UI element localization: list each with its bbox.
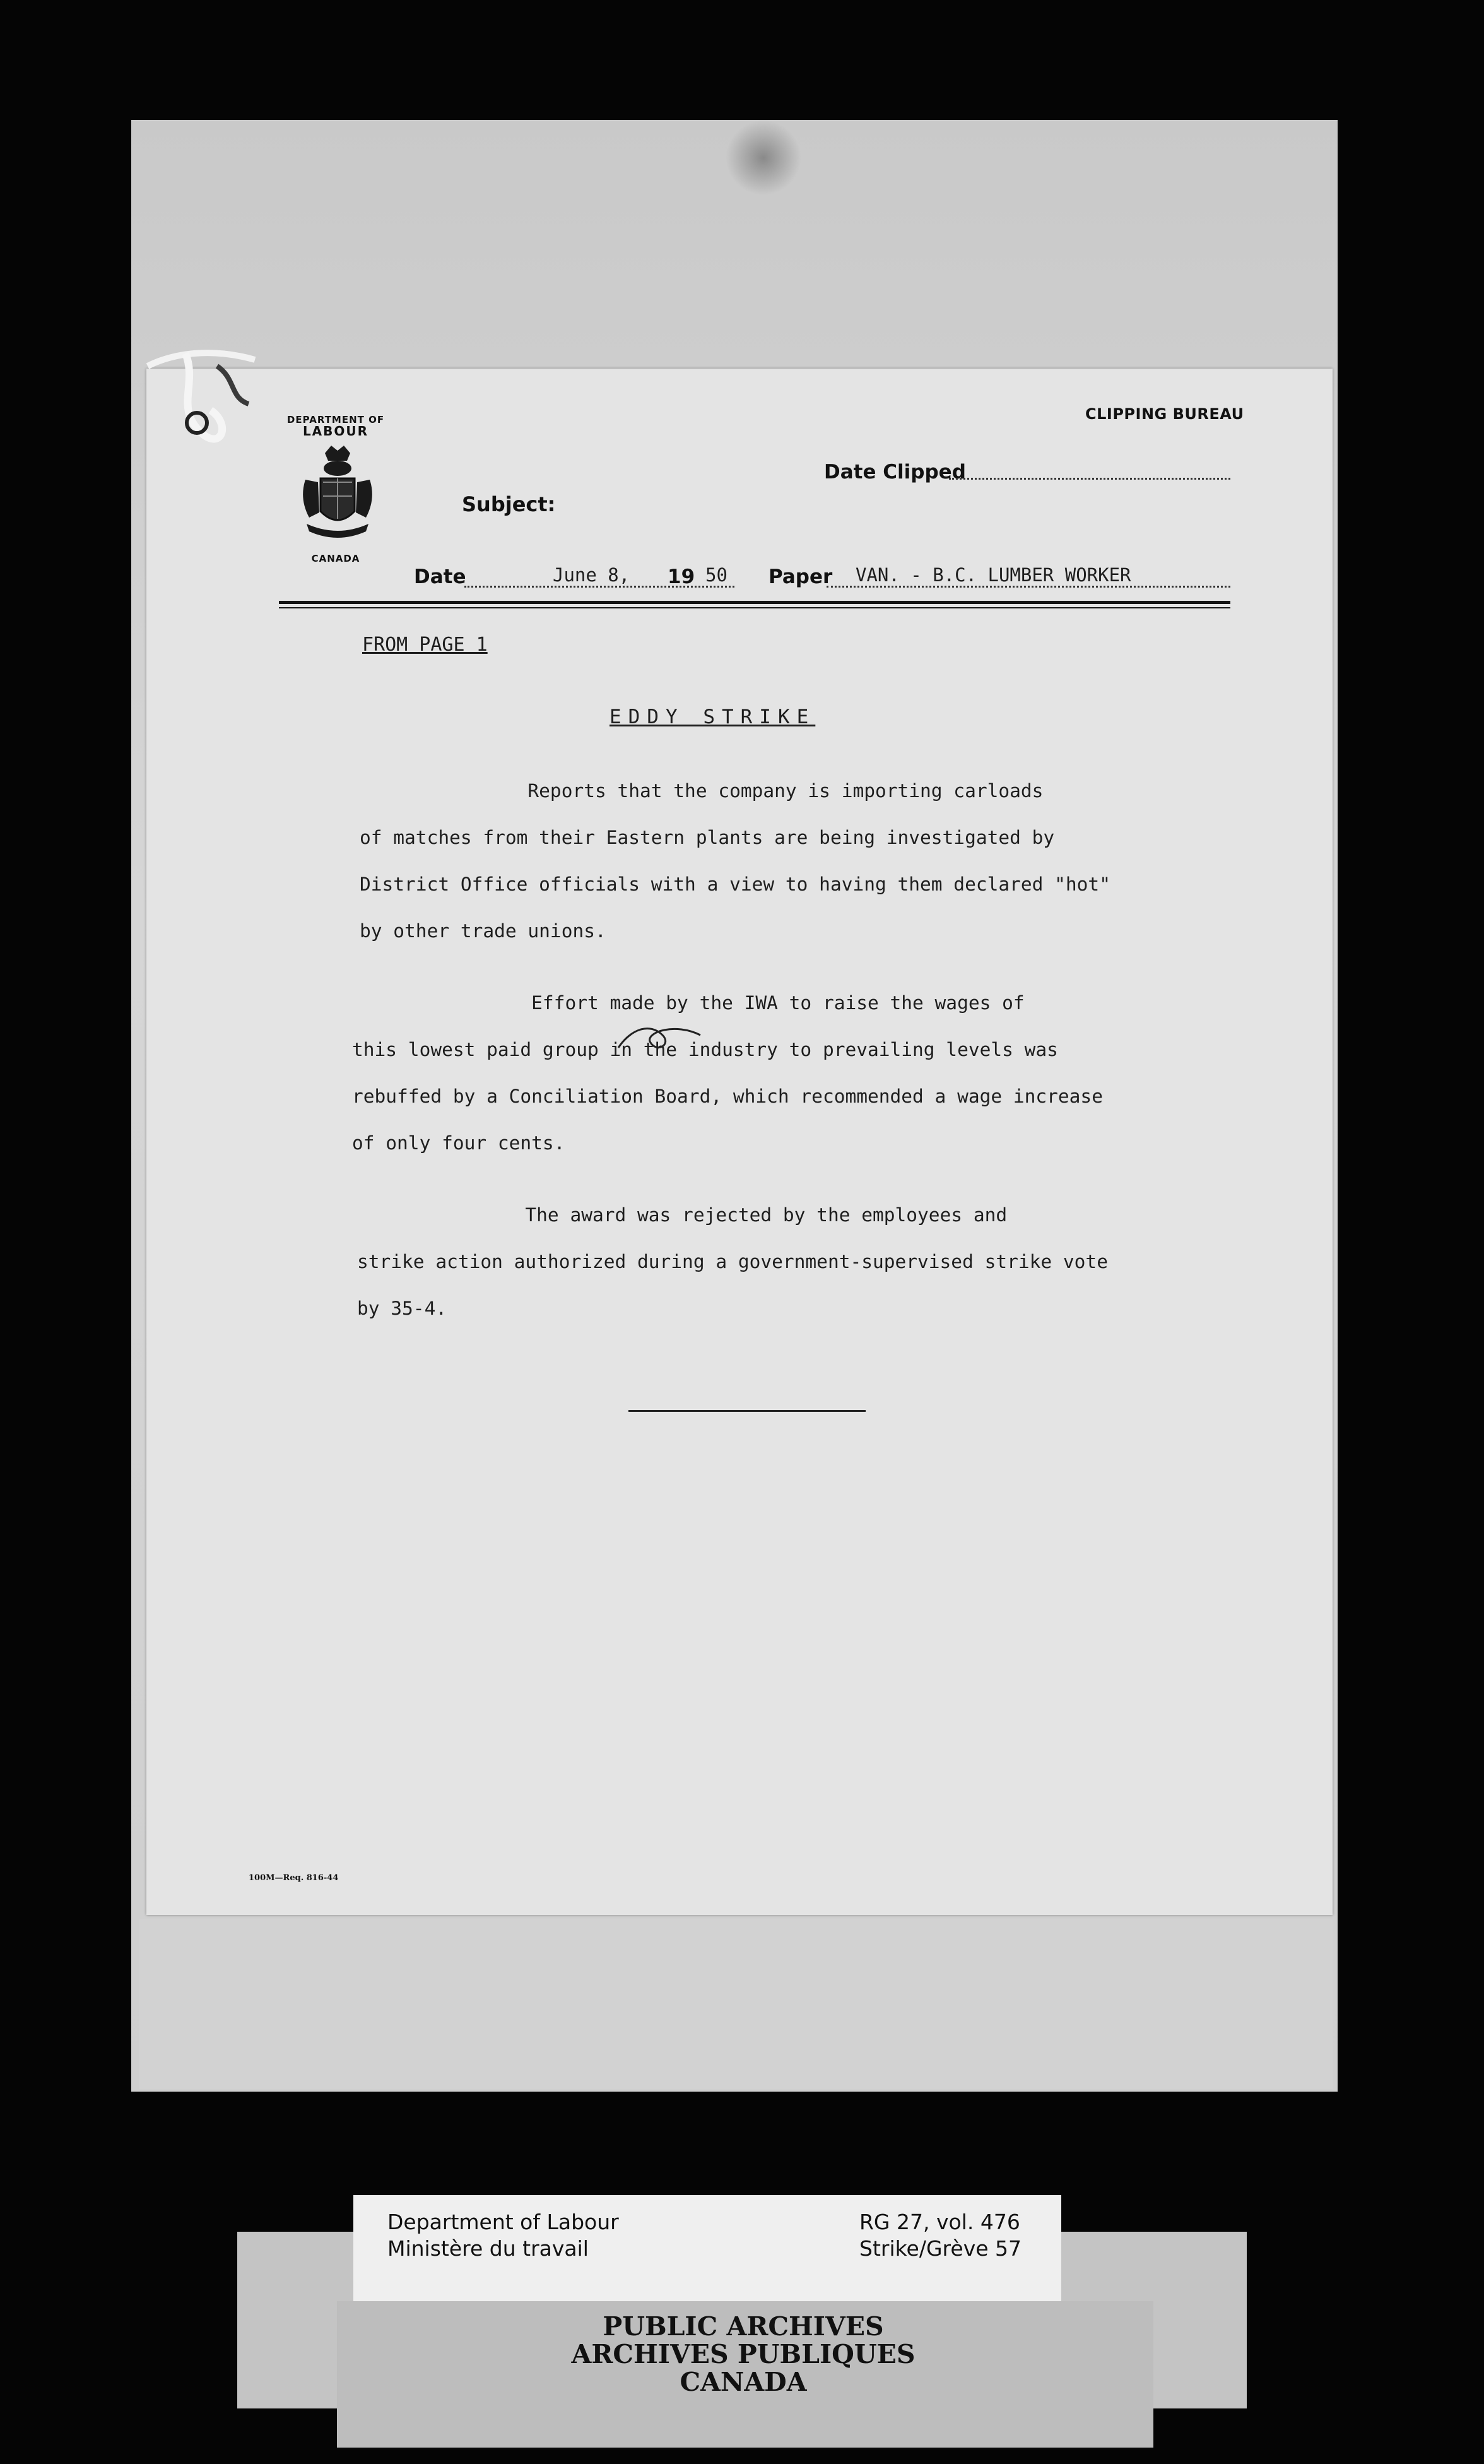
department-english: Department of Labour [387, 2210, 619, 2234]
archive-label-department [387, 2209, 619, 2262]
paper-field-line [827, 586, 1230, 588]
department-french: Ministère du travail [387, 2236, 589, 2261]
article-paragraph-3: The award was rejected by the employees and strike action authorized during a government-supervised strike vote by 35-4. [357, 1204, 1108, 1319]
coat-of-arms-icon [297, 442, 379, 549]
smudge [726, 120, 801, 196]
date-label: Date [414, 566, 466, 588]
file-reference: Strike/Grève 57 [859, 2236, 1022, 2261]
canada-text: CANADA [311, 553, 360, 564]
department-of-text: DEPARTMENT OF [286, 414, 385, 425]
stamp-line-1: PUBLIC ARCHIVES [603, 2311, 884, 2342]
date-value: June 8, [553, 564, 630, 586]
date-clipped-label: Date Clipped [824, 461, 966, 483]
ink-scribble-icon [612, 1016, 707, 1067]
year-prefix: 19 [668, 566, 695, 588]
public-archives-stamp [480, 2313, 1007, 2396]
department-header [279, 414, 392, 437]
staple-string-icon [135, 328, 280, 467]
header-rule-thin [279, 607, 1230, 608]
article-headline: EDDY STRIKE [610, 706, 816, 728]
year-value: 50 [705, 564, 727, 586]
date-clipped-field [949, 478, 1230, 480]
stamp-line-2: ARCHIVES PUBLIQUES [571, 2339, 916, 2369]
form-code: 100M—Req. 816-44 [249, 1873, 339, 1883]
stamp-line-3: CANADA [680, 2367, 807, 2397]
article-paragraph-2: Effort made by the IWA to raise the wages of this lowest paid group in the industry to prevailing levels was rebuffed by a Conciliation Board, which recommended a wage increase of only four cents. [352, 992, 1103, 1154]
clipping-bureau-title: CLIPPING BUREAU [1085, 405, 1244, 423]
end-of-article-rule [628, 1410, 866, 1412]
folder-lower-strip [139, 1919, 1333, 2089]
continuation-note: FROM PAGE 1 [362, 634, 488, 656]
paper-value: VAN. - B.C. LUMBER WORKER [856, 564, 1131, 586]
header-rule [279, 601, 1230, 604]
subject-label: Subject: [462, 492, 556, 516]
article-paragraph-1: Reports that the company is importing carloads of matches from their Eastern plants are being investigated by District Office officials with a view to having them declared "hot" by other trade unions. [360, 780, 1110, 942]
labour-text: LABOUR [302, 424, 369, 439]
paper-label: Paper [768, 566, 833, 588]
archive-label-reference [859, 2209, 1022, 2262]
record-group: RG 27, vol. 476 [859, 2210, 1020, 2234]
